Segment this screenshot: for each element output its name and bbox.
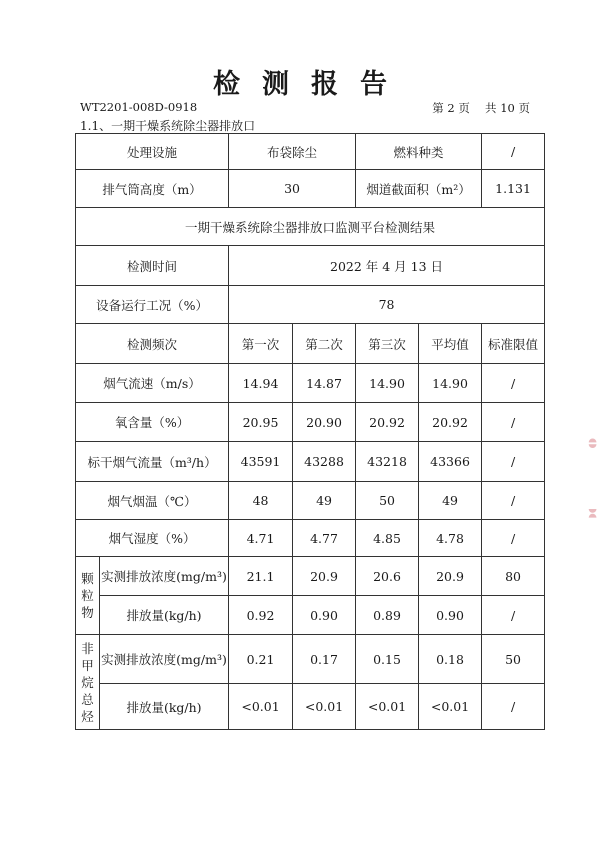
cell-value: 4.85 (356, 520, 419, 557)
group-char: 粒 (81, 588, 94, 603)
operating-value: 78 (229, 286, 545, 324)
cell-value: 43591 (229, 442, 293, 482)
column-header: 第三次 (356, 324, 419, 364)
column-header: 标准限值 (482, 324, 545, 364)
cell-value: / (482, 684, 545, 730)
row-label: 标干烟气流量（m³/h） (76, 442, 229, 482)
cell-value: 0.92 (229, 596, 293, 635)
table-row (76, 482, 545, 520)
cell-value: 4.71 (229, 520, 293, 557)
table-row (76, 134, 545, 170)
cell-value: 20.95 (229, 403, 293, 442)
flue-area-value: 1.131 (482, 170, 545, 208)
cell-value: 21.1 (229, 557, 293, 596)
section-heading: 1.1、一期干燥系统除尘器排放口 (80, 119, 256, 133)
table-row (76, 520, 545, 557)
row-label: 实测排放浓度(mg/m³) (100, 635, 229, 684)
facility-label: 处理设施 (76, 134, 229, 170)
group-char: 颗 (81, 571, 94, 586)
cell-value: <0.01 (419, 684, 482, 730)
cell-value: 50 (356, 482, 419, 520)
cell-value: 0.90 (293, 596, 356, 635)
column-header: 平均值 (419, 324, 482, 364)
row-label: 烟气湿度（%） (76, 520, 229, 557)
cell-value: 49 (293, 482, 356, 520)
cell-value: 0.18 (419, 635, 482, 684)
table-row (76, 208, 545, 246)
cell-value: 14.87 (293, 364, 356, 403)
test-results-table (75, 133, 545, 730)
cell-value: 43218 (356, 442, 419, 482)
table-row (76, 286, 545, 324)
row-label: 烟气烟温（℃） (76, 482, 229, 520)
cell-value: 80 (482, 557, 545, 596)
row-label: 排放量(kg/h) (100, 596, 229, 635)
cell-value: 4.77 (293, 520, 356, 557)
cell-value: / (482, 596, 545, 635)
row-label: 氧含量（%） (76, 403, 229, 442)
table-row (76, 442, 545, 482)
cell-value: 14.94 (229, 364, 293, 403)
cell-value: 4.78 (419, 520, 482, 557)
table-row (76, 170, 545, 208)
cell-value: 43366 (419, 442, 482, 482)
cell-value: 43288 (293, 442, 356, 482)
row-label: 实测排放浓度(mg/m³) (100, 557, 229, 596)
cell-value: 20.92 (356, 403, 419, 442)
cell-value: 20.6 (356, 557, 419, 596)
seal-stamp-mark: ◖◗ (587, 438, 598, 449)
table-row (76, 557, 545, 596)
column-header: 第二次 (293, 324, 356, 364)
fuel-label: 燃料种类 (356, 134, 482, 170)
facility-value: 布袋除尘 (229, 134, 356, 170)
cell-value: 14.90 (419, 364, 482, 403)
group-char: 总 (81, 691, 94, 707)
column-header: 检测频次 (76, 324, 229, 364)
cell-value: / (482, 520, 545, 557)
fuel-value: / (482, 134, 545, 170)
column-header: 第一次 (229, 324, 293, 364)
table-row (76, 246, 545, 286)
cell-value: 20.9 (419, 557, 482, 596)
row-label: 排放量(kg/h) (100, 684, 229, 730)
cell-value: 0.17 (293, 635, 356, 684)
table-row (76, 324, 545, 364)
stack-height-label: 排气筒高度（m） (76, 170, 229, 208)
cell-value: <0.01 (293, 684, 356, 730)
cell-value: 20.92 (419, 403, 482, 442)
document-number: WT2201-008D-0918 (80, 100, 198, 114)
cell-value: <0.01 (356, 684, 419, 730)
table-row (76, 364, 545, 403)
cell-value: / (482, 364, 545, 403)
group-char: 非 (81, 640, 94, 656)
table-row (76, 635, 545, 684)
cell-value: 0.90 (419, 596, 482, 635)
group-char: 物 (81, 605, 94, 620)
test-time-value: 2022 年 4 月 13 日 (229, 246, 545, 286)
report-title: 检测报告 (213, 69, 409, 100)
seal-stamp-mark: ◗◖ (587, 508, 598, 519)
cell-value: <0.01 (229, 684, 293, 730)
table-row (76, 684, 545, 730)
group-label-particulate (76, 557, 100, 635)
cell-value: 20.90 (293, 403, 356, 442)
cell-value: 48 (229, 482, 293, 520)
group-char: 烃 (81, 708, 94, 724)
cell-value: / (482, 403, 545, 442)
page-info: 第 2 页 共 10 页 (432, 101, 530, 115)
group-char: 烷 (81, 674, 94, 690)
flue-area-label: 烟道截面积（m²） (356, 170, 482, 208)
cell-value: 49 (419, 482, 482, 520)
group-label-nmhc (76, 635, 100, 730)
table-row (76, 403, 545, 442)
cell-value: 20.9 (293, 557, 356, 596)
test-time-label: 检测时间 (76, 246, 229, 286)
cell-value: / (482, 442, 545, 482)
cell-value: 0.89 (356, 596, 419, 635)
cell-value: / (482, 482, 545, 520)
table-row (76, 596, 545, 635)
group-char: 甲 (81, 657, 94, 673)
cell-value: 0.21 (229, 635, 293, 684)
stack-height-value: 30 (229, 170, 356, 208)
cell-value: 50 (482, 635, 545, 684)
row-label: 烟气流速（m/s） (76, 364, 229, 403)
results-title: 一期干燥系统除尘器排放口监测平台检测结果 (76, 208, 545, 246)
operating-label: 设备运行工况（%） (76, 286, 229, 324)
cell-value: 0.15 (356, 635, 419, 684)
cell-value: 14.90 (356, 364, 419, 403)
